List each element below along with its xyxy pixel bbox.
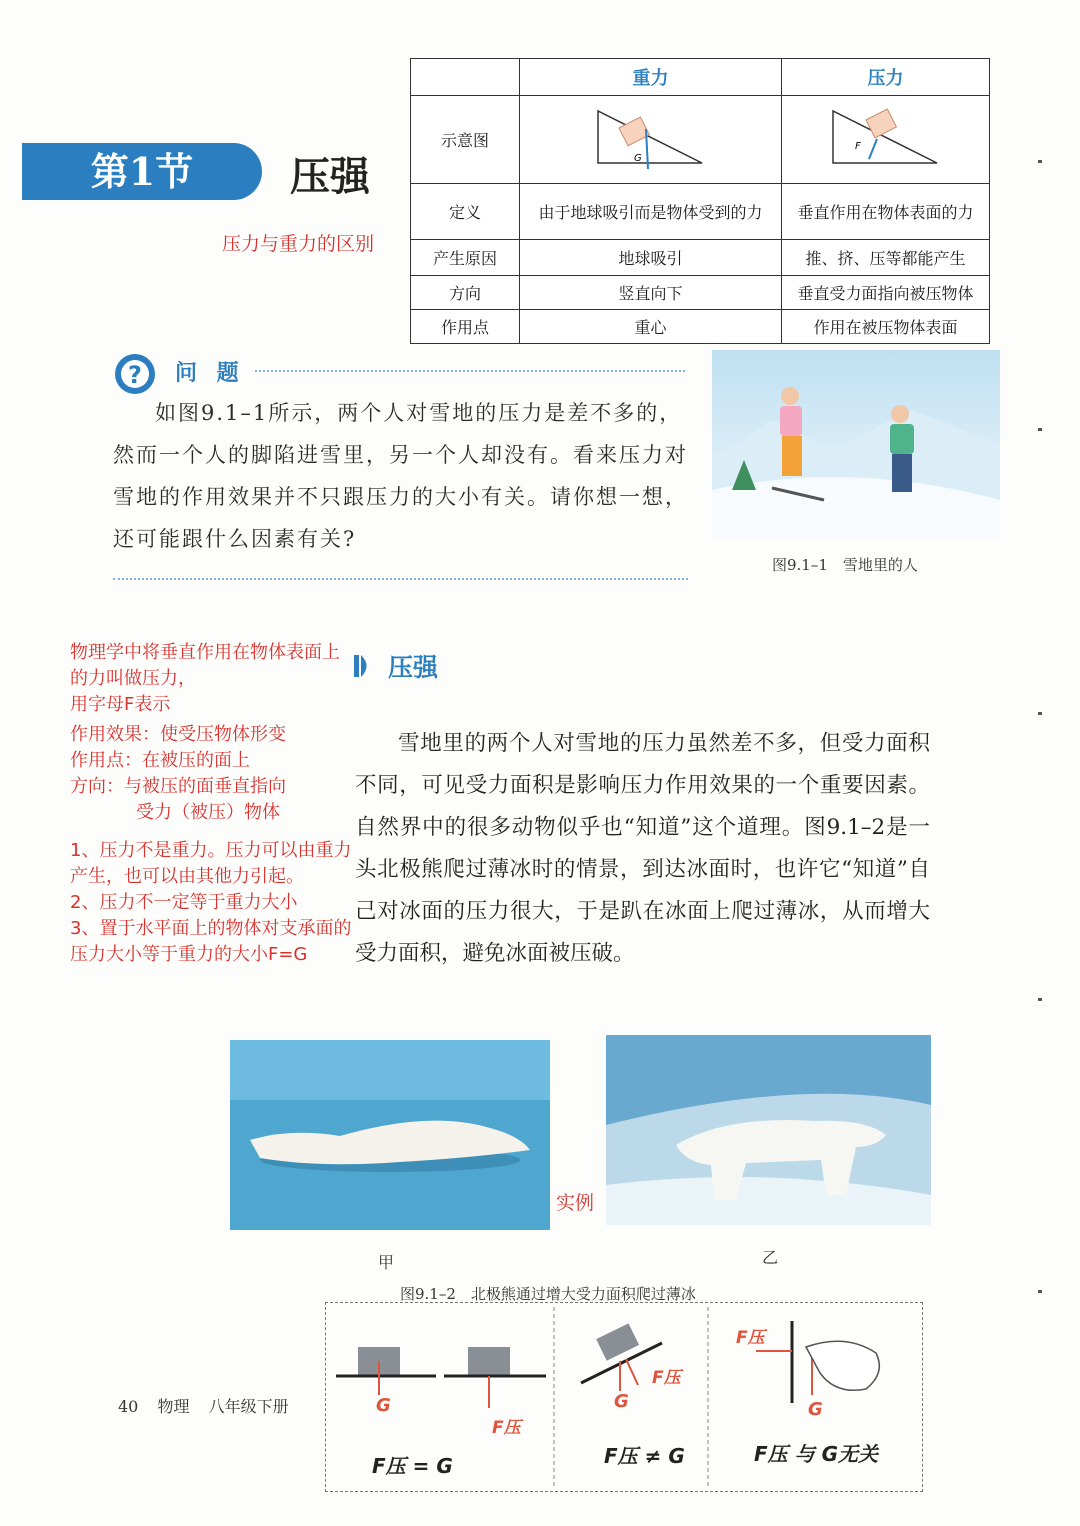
- margin-mark: [1038, 428, 1042, 431]
- section-title: 压强: [290, 153, 370, 200]
- cell-gravity-definition: 由于地球吸引而是物体受到的力: [520, 184, 782, 240]
- label-g: G: [614, 1391, 629, 1412]
- cell-gravity-direction: 竖直向下: [520, 276, 782, 310]
- polar-bear-walking-photo: [606, 1035, 931, 1225]
- row-label-diagram: 示意图: [411, 96, 520, 184]
- label-fp: F压: [492, 1418, 521, 1438]
- equation-unequal: F压 ≠ G: [604, 1444, 685, 1468]
- note-line: 用字母F表示: [70, 694, 171, 715]
- row-label-cause: 产生原因: [411, 240, 520, 276]
- gravity-diagram: [520, 96, 782, 184]
- cell-pressure-point: 作用在被压物体表面: [781, 310, 989, 344]
- note-line: 1、压力不是重力。压力可以由重力产生，也可以由其他力引起。: [70, 840, 352, 887]
- force-comparison-diagram: [325, 1302, 923, 1492]
- col-header-pressure: 压力: [781, 59, 989, 96]
- note-line: 3、置于水平面上的物体对支承面的压力大小等于重力的大小F=G: [70, 918, 352, 965]
- body-paragraph: 雪地里的两个人对雪地的压力虽然差不多，但受力面积不同，可见受力面积是影响压力作用效果的一个重要因素。自然界中的很多动物似乎也“知道”这个道理。图9.1–2是一头北极熊爬过薄冰时的情景，到达冰面时，也许它“知道”自己对冰面的压力很大，于是趴在冰面上爬过薄冰，从而增大受力面积，避免冰面被压破。: [355, 731, 930, 966]
- handwritten-note-title: 压力与重力的区别: [222, 233, 375, 255]
- pressure-label: F: [855, 140, 862, 152]
- polar-bear-crawling-photo: [230, 1040, 550, 1230]
- margin-mark: [1038, 998, 1042, 1001]
- margin-mark: [1038, 712, 1042, 715]
- row-label-definition: 定义: [411, 184, 520, 240]
- comparison-table: [410, 58, 990, 344]
- equation-equal: F压 = G: [372, 1454, 453, 1478]
- figure2-caption: 图9.1–2 北极熊通过增大受力面积爬过薄冰: [400, 1285, 696, 1303]
- question-text: 如图9.1–1所示，两个人对雪地的压力是差不多的，然而一个人的脚陷进雪里，另一个人却没有。看来压力对雪地的作用效果并不只跟压力的大小有关。请你想一想，还可能跟什么因素有关?: [113, 401, 688, 551]
- question-divider-bottom: [113, 578, 688, 580]
- cell-pressure-definition: 垂直作用在物体表面的力: [781, 184, 989, 240]
- label-g: G: [808, 1399, 823, 1420]
- figure1-caption: 图9.1–1 雪地里的人: [772, 556, 918, 574]
- figure-label-b: 乙: [762, 1248, 779, 1267]
- label-fp: F压: [736, 1328, 765, 1348]
- question-label: 问 题: [175, 361, 245, 386]
- page-footer: [118, 1394, 303, 1417]
- gravity-label: G: [634, 152, 643, 164]
- cell-pressure-direction: 垂直受力面指向被压物体: [781, 276, 989, 310]
- note-line: 受力（被压）物体: [136, 802, 280, 823]
- col-header-gravity: 重力: [520, 59, 782, 96]
- cell-pressure-cause: 推、挤、压等都能产生: [781, 240, 989, 276]
- label-g: G: [376, 1395, 391, 1416]
- note-line: 物理学中将垂直作用在物体表面上的力叫做压力，: [70, 642, 340, 689]
- note-line: 作用效果：使受压物体形变: [70, 724, 286, 745]
- pressure-diagram: [781, 96, 989, 184]
- svg-text:?: ?: [128, 361, 142, 389]
- figure-label-a: 甲: [378, 1253, 395, 1272]
- handwritten-example-note: 实例: [556, 1192, 595, 1214]
- cell-gravity-cause: 地球吸引: [520, 240, 782, 276]
- section-heading: 压强: [388, 653, 439, 682]
- equation-unrelated: F压 与 G无关: [754, 1442, 879, 1466]
- margin-mark: [1038, 1290, 1042, 1293]
- row-label-point: 作用点: [411, 310, 520, 344]
- note-line: 方向：与被压的面垂直指向: [70, 776, 286, 797]
- row-label-direction: 方向: [411, 276, 520, 310]
- margin-mark: [1038, 160, 1042, 163]
- question-divider-top: [255, 370, 685, 372]
- note-line: 2、压力不一定等于重力大小: [70, 892, 298, 913]
- section-badge: 第1节: [22, 143, 262, 200]
- handwritten-notes: [70, 640, 355, 968]
- snow-people-illustration: [712, 350, 1000, 538]
- note-line: 作用点：在被压的面上: [70, 750, 250, 771]
- cell-gravity-point: 重心: [520, 310, 782, 344]
- question-icon: [113, 352, 157, 396]
- heading-marker-icon: [354, 655, 372, 677]
- footer-subject: 物理: [157, 1397, 190, 1416]
- footer-grade: 八年级下册: [208, 1397, 289, 1416]
- table-corner: [411, 59, 520, 96]
- page-number: 40: [118, 1397, 139, 1416]
- label-fp: F压: [652, 1368, 681, 1388]
